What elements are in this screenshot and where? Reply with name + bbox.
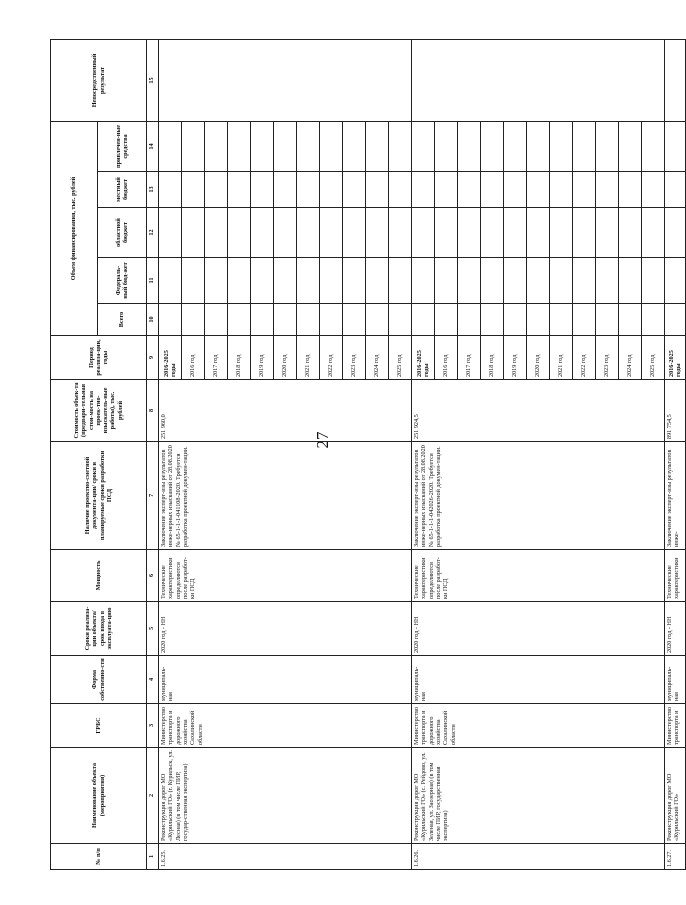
cell-deadlines: 2020 год - НН <box>665 602 686 656</box>
cell-period: 2024 год <box>619 336 642 380</box>
cell-funding-empty <box>458 258 481 304</box>
cell-funding-empty <box>596 304 619 336</box>
header-funding-group: Объем финансирования, тыс. рублей <box>51 121 98 335</box>
cell-funding-empty <box>159 258 182 304</box>
cell-funding-empty <box>251 208 274 258</box>
cell-funding-empty <box>182 304 205 336</box>
cell-funding-empty <box>366 304 389 336</box>
financing-table <box>50 39 686 870</box>
column-number-cell: 11 <box>147 258 159 304</box>
cell-funding-empty <box>527 121 550 171</box>
cell-funding-empty <box>366 121 389 171</box>
cell-funding-empty <box>573 172 596 208</box>
column-number-cell: 7 <box>147 442 159 550</box>
cell-funding-empty <box>435 304 458 336</box>
cell-funding-empty <box>504 172 527 208</box>
cell-funding-empty <box>619 208 642 258</box>
cell-funding-empty <box>366 258 389 304</box>
cell-funding-empty <box>228 121 251 171</box>
cell-funding-empty <box>573 304 596 336</box>
cell-period: 2022 год <box>573 336 596 380</box>
cell-funding-empty <box>274 304 297 336</box>
header-result: Непосредственный результат <box>51 39 147 121</box>
cell-funding-empty <box>182 258 205 304</box>
cell-funding-empty <box>504 304 527 336</box>
cell-period: 2024 год <box>366 336 389 380</box>
cell-funding-empty <box>343 121 366 171</box>
column-number-cell: 8 <box>147 380 159 442</box>
cell-funding-empty <box>412 172 435 208</box>
column-number-cell: 5 <box>147 602 159 656</box>
cell-funding-empty <box>435 121 458 171</box>
rotated-table-container <box>50 40 682 870</box>
cell-cost: 891 754,5 <box>665 380 686 442</box>
cell-funding-empty <box>596 121 619 171</box>
header-local: местный бюджет <box>98 172 147 208</box>
cell-grbs: Министерство транспорта и <box>665 704 686 748</box>
cell-period: 2018 год <box>228 336 251 380</box>
column-number-cell: 3 <box>147 704 159 748</box>
cell-funding-empty <box>343 172 366 208</box>
cell-funding-empty <box>320 208 343 258</box>
cell-result-empty <box>665 39 686 121</box>
cell-funding-empty <box>389 258 412 304</box>
cell-period: 2016-2025 годы <box>159 336 182 380</box>
column-number-cell: 4 <box>147 656 159 704</box>
cell-period: 2017 год <box>458 336 481 380</box>
header-total: Всего <box>98 304 147 336</box>
cell-funding-empty <box>550 121 573 171</box>
cell-ownership: муниципаль-ная <box>412 656 665 704</box>
cell-period: 2023 год <box>596 336 619 380</box>
cell-period: 2025 год <box>389 336 412 380</box>
cell-result-empty <box>159 39 412 121</box>
cell-funding-empty <box>274 172 297 208</box>
cell-funding-empty <box>527 258 550 304</box>
cell-funding-empty <box>665 121 686 171</box>
cell-funding-empty <box>550 172 573 208</box>
cell-period: 2018 год <box>481 336 504 380</box>
cell-funding-empty <box>320 258 343 304</box>
cell-funding-empty <box>665 258 686 304</box>
cell-funding-empty <box>458 172 481 208</box>
cell-grbs: Министерство транспорта и дорожного хозяйства Сахалинской области <box>159 704 412 748</box>
cell-funding-empty <box>412 304 435 336</box>
cell-name: Реконструкция дорог МО «Курильский ГО» (с. Рейдово, ул. Зеленая, ул. Заозерная) (в том числе ПИР, государственная экспертиза) <box>412 748 665 844</box>
header-cost: Стоимость объек-та (предвари-тельная стои-мость на проек-тно-изыскатель-ные работы), тыс. рублей <box>51 380 147 442</box>
cell-ownership: муниципаль-ная <box>665 656 686 704</box>
cell-num: 1.6.27. <box>665 844 686 870</box>
cell-funding-empty <box>182 121 205 171</box>
cell-funding-empty <box>228 304 251 336</box>
cell-funding-empty <box>619 172 642 208</box>
cell-num: 1.6.26. <box>412 844 665 870</box>
cell-funding-empty <box>435 172 458 208</box>
cell-funding-empty <box>159 121 182 171</box>
cell-ownership: муниципаль-ная <box>159 656 412 704</box>
cell-funding-empty <box>182 172 205 208</box>
table-row <box>665 39 686 869</box>
cell-period: 2020 год <box>527 336 550 380</box>
column-number-cell: 15 <box>147 39 159 121</box>
cell-funding-empty <box>205 304 228 336</box>
cell-funding-empty <box>527 304 550 336</box>
cell-funding-empty <box>412 258 435 304</box>
header-period: Период реализа-ции, годы <box>51 336 147 380</box>
cell-funding-empty <box>205 208 228 258</box>
cell-psd: Заключение эксперт-изы результатов инже-нерных изысканий от 28.08.2020 № 65-1-1-1-041108-2020. Требуется разработка проектной докумен-тации. <box>159 442 412 550</box>
column-number-cell: 14 <box>147 121 159 171</box>
cell-period: 2021 год <box>297 336 320 380</box>
cell-period: 2019 год <box>504 336 527 380</box>
cell-funding-empty <box>320 304 343 336</box>
cell-period: 2016-2025 годы <box>412 336 435 380</box>
cell-funding-empty <box>297 304 320 336</box>
cell-funding-empty <box>573 208 596 258</box>
cell-funding-empty <box>389 121 412 171</box>
header-capacity: Мощность <box>51 550 147 602</box>
cell-funding-empty <box>228 258 251 304</box>
cell-period: 2016 год <box>182 336 205 380</box>
cell-cost: 251 960,0 <box>159 380 412 442</box>
cell-funding-empty <box>596 172 619 208</box>
cell-funding-empty <box>343 208 366 258</box>
header-name: Наименование объекта (мероприятия) <box>51 748 147 844</box>
header-psd: Наличие проектно-сметной документа-ции/ сроки и планируемые сроки разработки ПСД <box>51 442 147 550</box>
header-grbs: ГРБС <box>51 704 147 748</box>
cell-funding-empty <box>504 121 527 171</box>
cell-period: 2017 год <box>205 336 228 380</box>
cell-funding-empty <box>251 258 274 304</box>
cell-funding-empty <box>665 208 686 258</box>
header-regional: областной бюджет <box>98 208 147 258</box>
cell-funding-empty <box>550 258 573 304</box>
cell-funding-empty <box>366 172 389 208</box>
cell-funding-empty <box>619 258 642 304</box>
cell-deadlines: 2020 год - НН <box>412 602 665 656</box>
cell-funding-empty <box>458 304 481 336</box>
cell-funding-empty <box>297 258 320 304</box>
cell-funding-empty <box>182 208 205 258</box>
cell-funding-empty <box>481 258 504 304</box>
cell-capacity: Технические характеристики определяются после разработ-ки ПСД <box>159 550 412 602</box>
cell-funding-empty <box>527 172 550 208</box>
cell-funding-empty <box>389 172 412 208</box>
cell-funding-empty <box>619 121 642 171</box>
cell-name: Реконструкция дорог МО «Курильский ГО» <box>665 748 686 844</box>
header-attracted: привлечен-ные средства <box>98 121 147 171</box>
cell-funding-empty <box>228 208 251 258</box>
cell-funding-empty <box>343 304 366 336</box>
cell-funding-empty <box>274 208 297 258</box>
cell-psd: Заключение эксперт-изы результатов инже- <box>665 442 686 550</box>
column-number-cell: 9 <box>147 336 159 380</box>
header-federal: Федераль-ный бюд-жет <box>98 258 147 304</box>
cell-funding-empty <box>274 258 297 304</box>
table-row <box>412 39 435 869</box>
cell-capacity: Технические характеристики <box>665 550 686 602</box>
cell-name: Реконструкция дорог МО «Курильский ГО» (г. Курильск, ул. Лесная) (в том числе ПИР, государ-ственная экспертиза) <box>159 748 412 844</box>
page-number: 27 <box>313 431 332 449</box>
cell-funding-empty <box>527 208 550 258</box>
cell-funding-empty <box>573 258 596 304</box>
cell-funding-empty <box>343 258 366 304</box>
column-number-cell: 2 <box>147 748 159 844</box>
cell-funding-empty <box>159 208 182 258</box>
cell-funding-empty <box>642 172 665 208</box>
cell-funding-empty <box>412 121 435 171</box>
cell-funding-empty <box>228 172 251 208</box>
cell-funding-empty <box>251 304 274 336</box>
cell-psd: Заключение эксперт-изы результатов инже-нерных изысканий от 28.08.2020 № 65-1-1-1-042026-2020. Требуется разработка проектной докумен-тации. <box>412 442 665 550</box>
column-number-cell: 1 <box>147 844 159 870</box>
cell-funding-empty <box>642 304 665 336</box>
cell-funding-empty <box>596 208 619 258</box>
cell-funding-empty <box>159 172 182 208</box>
cell-funding-empty <box>596 258 619 304</box>
column-numbers-row <box>147 39 159 869</box>
cell-period: 2019 год <box>251 336 274 380</box>
cell-funding-empty <box>297 172 320 208</box>
cell-period: 2022 год <box>320 336 343 380</box>
cell-funding-empty <box>619 304 642 336</box>
cell-period: 2020 год <box>274 336 297 380</box>
cell-funding-empty <box>504 208 527 258</box>
cell-funding-empty <box>642 121 665 171</box>
cell-funding-empty <box>665 172 686 208</box>
cell-funding-empty <box>205 172 228 208</box>
cell-funding-empty <box>550 304 573 336</box>
cell-funding-empty <box>412 208 435 258</box>
cell-funding-empty <box>205 258 228 304</box>
cell-result-empty <box>412 39 665 121</box>
cell-funding-empty <box>435 258 458 304</box>
table-body <box>159 39 686 869</box>
cell-period: 2016-2025 годы <box>665 336 686 380</box>
cell-deadlines: 2020 год - НН <box>159 602 412 656</box>
cell-funding-empty <box>297 208 320 258</box>
column-number-cell: 13 <box>147 172 159 208</box>
column-number-cell: 12 <box>147 208 159 258</box>
cell-funding-empty <box>481 121 504 171</box>
cell-funding-empty <box>251 172 274 208</box>
cell-funding-empty <box>481 304 504 336</box>
cell-period: 2021 год <box>550 336 573 380</box>
column-number-cell: 6 <box>147 550 159 602</box>
cell-num: 1.6.25. <box>159 844 412 870</box>
cell-funding-empty <box>251 121 274 171</box>
cell-funding-empty <box>458 208 481 258</box>
cell-funding-empty <box>481 208 504 258</box>
cell-funding-empty <box>389 304 412 336</box>
header-num: № п/п <box>51 844 147 870</box>
cell-period: 2016 год <box>435 336 458 380</box>
table-row <box>159 39 182 869</box>
cell-funding-empty <box>297 121 320 171</box>
cell-funding-empty <box>642 208 665 258</box>
cell-funding-empty <box>389 208 412 258</box>
cell-funding-empty <box>504 258 527 304</box>
column-number-cell: 10 <box>147 304 159 336</box>
cell-period: 2025 год <box>642 336 665 380</box>
header-ownership: Форма собственно-сти <box>51 656 147 704</box>
cell-funding-empty <box>458 121 481 171</box>
cell-grbs: Министерство транспорта и дорожного хозяйства Сахалинской области <box>412 704 665 748</box>
cell-funding-empty <box>435 208 458 258</box>
cell-funding-empty <box>481 172 504 208</box>
cell-funding-empty <box>573 121 596 171</box>
cell-funding-empty <box>366 208 389 258</box>
cell-cost: 251 924,5 <box>412 380 665 442</box>
cell-capacity: Технические характеристики определяются после разработ-ки ПСД <box>412 550 665 602</box>
cell-funding-empty <box>320 121 343 171</box>
cell-funding-empty <box>665 304 686 336</box>
cell-funding-empty <box>159 304 182 336</box>
cell-funding-empty <box>642 258 665 304</box>
cell-funding-empty <box>205 121 228 171</box>
cell-period: 2023 год <box>343 336 366 380</box>
header-deadlines: Сроки реализа-ции объекта/ срок ввода в эксплуата-цию <box>51 602 147 656</box>
cell-funding-empty <box>274 121 297 171</box>
cell-funding-empty <box>550 208 573 258</box>
cell-funding-empty <box>320 172 343 208</box>
